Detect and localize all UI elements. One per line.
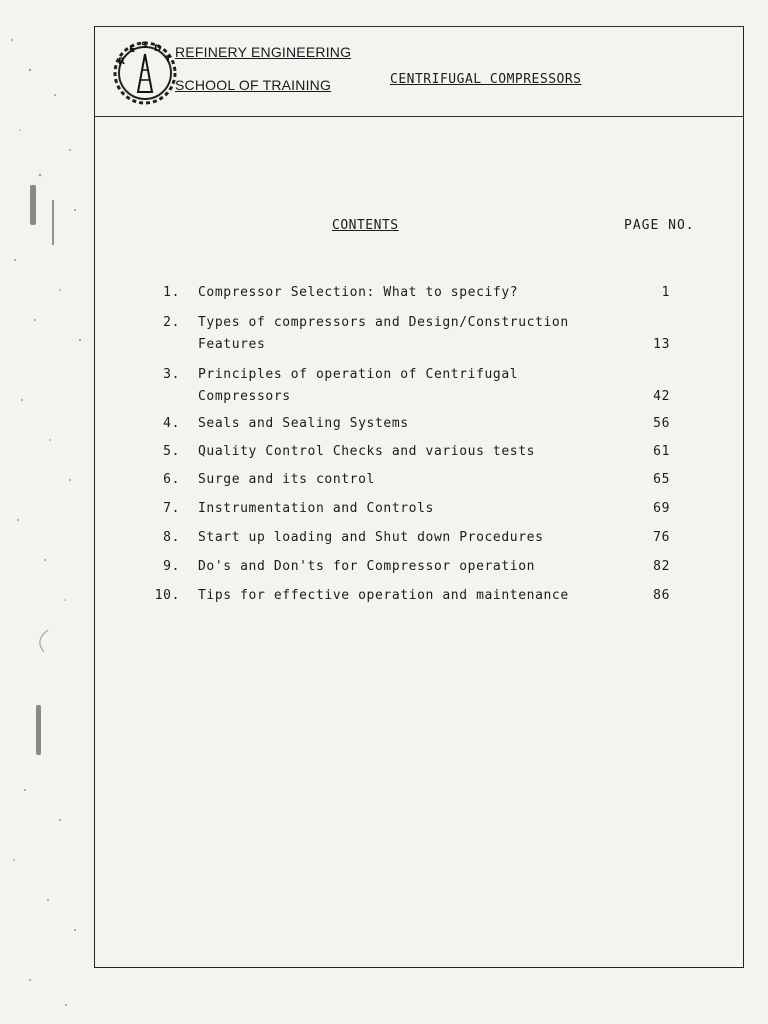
toc-entry-title-continued: Features [198, 337, 266, 352]
toc-entry-page: 86 [653, 588, 670, 603]
svg-text:S: S [141, 41, 148, 51]
document-frame [94, 26, 744, 968]
toc-entry [140, 498, 680, 520]
toc-entry-number: 4. [163, 416, 180, 431]
toc-entry-number: 8. [163, 530, 180, 545]
org-name-line2: SCHOOL OF TRAINING [175, 77, 332, 93]
toc-entry-number: 7. [163, 501, 180, 516]
toc-entry-page: 82 [653, 559, 670, 574]
toc-entry-number: 10. [154, 588, 180, 603]
toc-entry-page: 61 [653, 444, 670, 459]
header-divider [94, 116, 744, 117]
toc-entry [140, 312, 680, 356]
toc-entry [140, 364, 680, 408]
toc-entry-title: Seals and Sealing Systems [198, 416, 409, 431]
toc-entry-title: Instrumentation and Controls [198, 501, 434, 516]
toc-entry-title: Quality Control Checks and various tests [198, 444, 536, 459]
toc-entry-title: Tips for effective operation and maintenance [198, 588, 569, 603]
scan-margin-noise [0, 0, 92, 1024]
svg-text:T: T [165, 55, 172, 65]
toc-entry-title-continued: Compressors [198, 389, 291, 404]
toc-entry-title: Do's and Don'ts for Compressor operation [198, 559, 536, 574]
toc-entry-title: Start up loading and Shut down Procedures [198, 530, 544, 545]
svg-text:R: R [118, 57, 125, 67]
org-name-line1: REFINERY ENGINEERING [175, 44, 352, 60]
toc-entry-page: 13 [653, 337, 670, 352]
svg-text:E: E [129, 45, 136, 55]
toc-entry-page: 76 [653, 530, 670, 545]
toc-entry-number: 5. [163, 444, 180, 459]
toc-entry [140, 585, 680, 607]
toc-entry-number: 6. [163, 472, 180, 487]
toc-entry [140, 441, 680, 463]
resdt-logo [112, 40, 182, 106]
toc-entry [140, 527, 680, 549]
toc-entry [140, 556, 680, 578]
contents-heading: CONTENTS [332, 218, 399, 233]
toc-entry-page: 1 [661, 285, 670, 300]
toc-entry-page: 65 [653, 472, 670, 487]
toc-entry [140, 282, 680, 304]
toc-entry [140, 413, 680, 435]
toc-entry-title: Surge and its control [198, 472, 375, 487]
toc-entry-title: Principles of operation of Centrifugal [198, 367, 519, 382]
page-number-heading: PAGE NO. [624, 218, 695, 233]
svg-text:D: D [154, 44, 162, 54]
toc-entry-number: 2. [163, 315, 180, 330]
document-title: CENTRIFUGAL COMPRESSORS [390, 72, 582, 87]
toc-entry [140, 469, 680, 491]
toc-entry-number: 1. [163, 285, 180, 300]
toc-entry-page: 42 [653, 389, 670, 404]
toc-entry-page: 56 [653, 416, 670, 431]
toc-entry-title: Compressor Selection: What to specify? [198, 285, 519, 300]
toc-entry-page: 69 [653, 501, 670, 516]
toc-entry-number: 9. [163, 559, 180, 574]
toc-entry-title: Types of compressors and Design/Construction [198, 315, 569, 330]
toc-entry-number: 3. [163, 367, 180, 382]
